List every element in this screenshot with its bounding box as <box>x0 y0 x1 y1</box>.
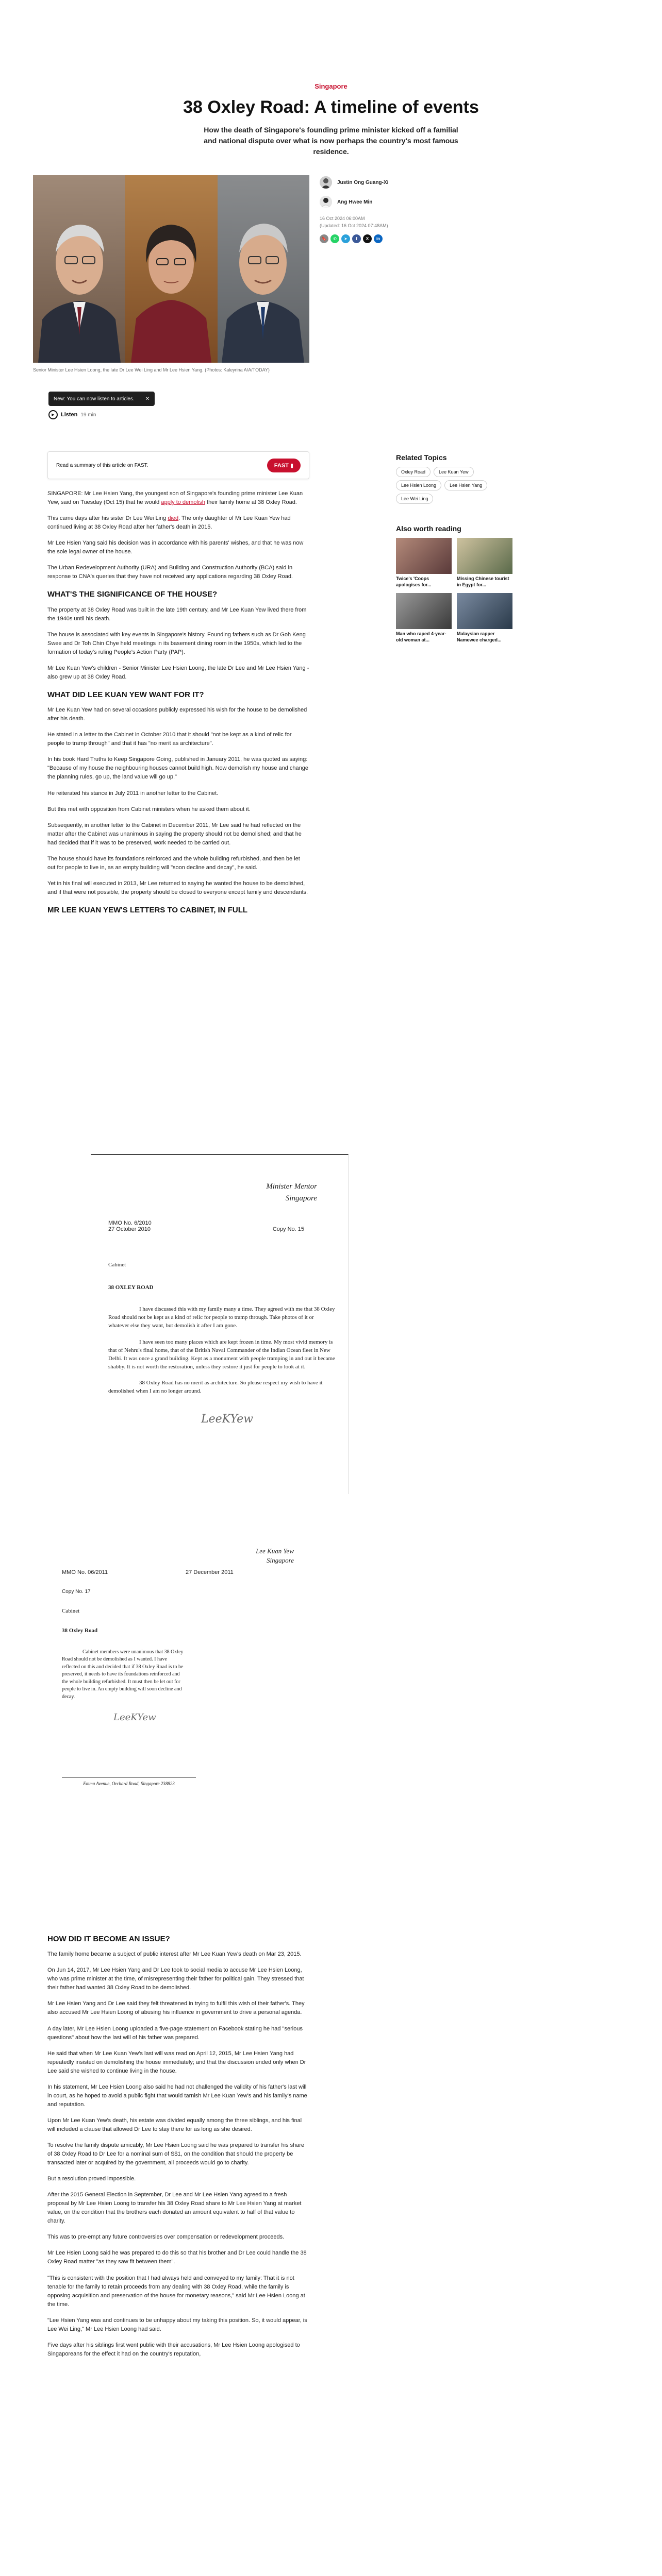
paragraph <box>47 489 309 507</box>
related-topics-title: Related Topics <box>396 453 447 462</box>
listen-toast <box>48 392 155 406</box>
hero-photo-composite <box>33 175 309 363</box>
paragraph: Mr Lee Hsien Yang and Dr Lee said they felt threatened in trying to fulfil this wish of their father's. They also accused Mr Lee Hsien Loong of abusing his influence in government to drive a personal agenda. <box>47 2001 305 2016</box>
bookmark-icon[interactable]: 🔖 <box>320 234 328 243</box>
paragraph: Five days after his siblings first went public with their accusations, Mr Lee Hsien Loong apologised to Singaporeans for the effect it had on the country's reputation, <box>47 2342 300 2357</box>
section-heading: MR LEE KUAN YEW'S LETTERS TO CABINET, IN FULL <box>47 905 248 914</box>
article-body-continued <box>47 1933 309 2366</box>
topic-pill[interactable]: Lee Wei Ling <box>396 494 433 504</box>
letter-recipient: Cabinet <box>62 1608 80 1614</box>
also-reading-item[interactable] <box>457 593 512 643</box>
also-reading-title: Also worth reading <box>396 524 461 533</box>
letter-paragraph: I have discussed this with my family many a time. They agreed with me that 38 Oxley Road should not be kept as a kind of relic for people to tramp through. Take photos of it or whatever else they want, but demolish it after I am gone. <box>108 1306 335 1329</box>
paragraph: Mr Lee Hsien Loong said he was prepared to do this so that his brother and Dr Lee could handle the 38 Oxley Road matter "as they saw fit between them". <box>47 2250 307 2265</box>
facebook-icon[interactable]: f <box>352 234 361 243</box>
topic-pill[interactable]: Lee Hsien Loong <box>396 480 441 490</box>
paragraph: On Jun 14, 2017, Mr Lee Hsien Yang and Dr Lee took to social media to accuse Mr Lee Hsien Loong, who was prime minister at the time, of misrepresenting their father for political gain. They stressed that their father had wanted 38 Oxley Road to be demolished. <box>47 1967 304 1991</box>
listen-button[interactable] <box>48 410 96 419</box>
play-icon: ▶ <box>48 410 58 419</box>
paragraph-text: SINGAPORE: Mr Lee Hsien Yang, the youngest son of Singapore's founding prime minister Lee Kuan Yew, said on Tuesday (Oct 15) that he would <box>47 490 303 506</box>
letterhead <box>91 1181 317 1204</box>
paragraph: But this met with opposition from Cabinet ministers when he asked them about it. <box>47 806 251 812</box>
paragraph: The Urban Redevelopment Authority (URA) and Building and Construction Authority (BCA) said in response to CNA's queries that they have not received any applications regarding 38 Oxley Road. <box>47 565 293 580</box>
paragraph: Upon Mr Lee Kuan Yew's death, his estate was divided equally among the three siblings, and his final will included a clause that allowed Dr Lee to stay there for as long as she desired. <box>47 2117 302 2132</box>
article-thumbnail <box>396 593 452 629</box>
letter-image-2010 <box>91 1154 349 1494</box>
paragraph: "Lee Hsien Yang was and continues to be unhappy about my taking this position. So, it would appear, is Lee Wei Ling," Mr Lee Hsien Loong had said. <box>47 2317 307 2332</box>
also-reading-title-text: Twice's 'Coops apologises for... <box>396 576 432 587</box>
share-bar <box>320 234 433 243</box>
paragraph: The house should have its foundations reinforced and the whole building refurbished, and then be let out for people to live in, as an empty building will "soon decline and decay", he said. <box>47 855 300 871</box>
paragraph: Mr Lee Hsien Yang said his decision was in accordance with his parents' wishes, and that he was now the sole legal owner of the house. <box>47 540 304 555</box>
letter-meta <box>91 1220 348 1232</box>
paragraph: Subsequently, in another letter to the Cabinet in December 2011, Mr Lee said he had reflected on the matter after the Cabinet was unanimous in saying the property should not be demolished; and that he had decided that if it was to be preserved, work needed to be carried out. <box>47 822 302 846</box>
author-name[interactable]: Ang Hwee Min <box>337 199 373 205</box>
page-title: 38 Oxley Road: A timeline of events <box>183 97 479 117</box>
paragraph: Mr Lee Kuan Yew had on several occasions publicly expressed his wish for the house to be demolished after his death. <box>47 707 307 722</box>
letter-recipient: Cabinet <box>108 1262 126 1268</box>
topic-pill[interactable]: Oxley Road <box>396 467 431 477</box>
fast-button-label: FAST <box>274 462 289 469</box>
telegram-icon[interactable]: ➤ <box>341 234 350 243</box>
paragraph: He reiterated his stance in July 2011 in another letter to the Cabinet. <box>47 790 219 796</box>
letter-copy-no: Copy No. 15 <box>272 1226 304 1232</box>
letterhead-line: Minister Mentor <box>266 1182 317 1191</box>
article-link[interactable]: apply to demolish <box>161 499 205 506</box>
article-thumbnail <box>457 538 512 574</box>
listen-label: Listen <box>61 412 78 418</box>
author-item[interactable] <box>320 176 433 189</box>
signature-image: LeeKYew <box>113 1712 156 1723</box>
also-reading-title-text: Malaysian rapper Namewee charged... <box>457 631 502 643</box>
also-reading-grid <box>396 538 516 643</box>
paragraph: A day later, Mr Lee Hsien Loong uploaded a five-page statement on Facebook stating he had "serious questions" about how the last will of his father was prepared. <box>47 2025 303 2041</box>
paragraph: In his book Hard Truths to Keep Singapore Going, published in January 2011, he was quoted as saying: "Because of my house the neighbouring houses cannot build high. Now demolish my house and change the planning rules, go up, the land value will go up." <box>47 756 308 781</box>
fast-prompt: Read a summary of this article on FAST. <box>56 462 148 468</box>
signature-image: LeeKYew <box>201 1413 253 1426</box>
topic-list <box>396 467 516 504</box>
letter-paragraph: 38 Oxley Road has no merit as architecture. So please respect my wish to have it demolished when I am no longer around. <box>108 1380 323 1395</box>
letter-body <box>62 1607 186 1724</box>
paragraph: He stated in a letter to the Cabinet in October 2010 that it should "not be kept as a kind of relic for people to tramp through" and that it has "no merit as architecture". <box>47 732 292 747</box>
published-date: 16 Oct 2024 06:00AM <box>320 216 365 221</box>
paragraph: In his statement, Mr Lee Hsien Loong also said he had not challenged the validity of his father's last will in court, as he hoped to avoid a public fight that would tarnish Mr Lee Kuan Yew's and his family's name and reputation. <box>47 2083 307 2108</box>
x-icon[interactable]: X <box>363 234 372 243</box>
author-item[interactable] <box>320 196 433 208</box>
close-icon[interactable]: ✕ <box>145 396 150 402</box>
paragraph: Mr Lee Kuan Yew's children - Senior Minister Lee Hsien Loong, the late Dr Lee and Mr Lee Hsien Yang - also grew up at 38 Oxley Road. <box>47 665 309 680</box>
paragraph: Yet in his final will executed in 2013, Mr Lee returned to saying he wanted the house to be demolished, and if that were not possible, the property should be closed to everyone except family and descendants. <box>47 880 308 895</box>
sidebar <box>396 453 516 643</box>
author-name[interactable]: Justin Ong Guang-Xi <box>337 179 389 185</box>
article-thumbnail <box>396 538 452 574</box>
letterhead-line: Lee Kuan Yew <box>256 1547 294 1555</box>
fast-button[interactable]: FAST ▮ <box>267 459 301 472</box>
letter-image-2011 <box>49 1535 309 1798</box>
paragraph: After the 2015 General Election in September, Dr Lee and Mr Lee Hsien Yang agreed to a fresh proposal by Mr Lee Hsien Loong to transfer his 38 Oxley Road share to Mr Lee Hsien Yang at market value, on the condition that the brothers each donated an amount equivalent to half of that value to charity. <box>47 2192 302 2225</box>
fast-summary-box <box>47 451 309 479</box>
also-reading-item[interactable] <box>396 593 452 643</box>
letter-copy-no: Copy No. 17 <box>62 1589 91 1595</box>
author-block <box>320 176 433 243</box>
paragraph: The family home became a subject of public interest after Mr Lee Kuan Yew's death on Mar 23, 2015. <box>47 1951 302 1958</box>
also-reading-item[interactable] <box>457 538 512 588</box>
section-tag[interactable]: Singapore <box>315 82 347 90</box>
letter-date-row <box>108 1226 304 1232</box>
letter-footer: Emma Avenue, Orchard Road, Singapore 238823 <box>62 1777 196 1786</box>
letterhead-line: Singapore <box>267 1556 294 1565</box>
section-heading: HOW DID IT BECOME AN ISSUE? <box>47 1935 170 1943</box>
paragraph: But a resolution proved impossible. <box>47 2176 136 2182</box>
also-reading-title-text: Missing Chinese tourist in Egypt for... <box>457 576 509 587</box>
paragraph: The property at 38 Oxley Road was built in the late 19th century, and Mr Lee Kuan Yew lived there from the 1940s until his death. <box>47 606 307 622</box>
paragraph: The house is associated with key events in Singapore's history. Founding fathers such as Dr Goh Keng Swee and Dr Toh Chin Chye held meetings in its basement dining room in the 1950s, which led to the formation of today's ruling People's Action Party (PAP). <box>47 631 306 655</box>
paragraph: "This is consistent with the position that I had always held and conveyed to my family: That it is not tenable for the family to retain proceeds from any dealing with 38 Oxley Road, while the family is opposing acquisition and preservation of the house for monetary reasons," said Mr Lee Hsien Loong at the time. <box>47 2275 305 2308</box>
listen-duration: 19 min <box>80 412 96 418</box>
topic-pill[interactable]: Lee Kuan Yew <box>434 467 474 477</box>
section-heading: WHAT DID LEE KUAN YEW WANT FOR IT? <box>47 690 204 699</box>
letterhead-line: Singapore <box>285 1194 317 1202</box>
updated-date: (Updated: 16 Oct 2024 07:48AM) <box>320 223 388 228</box>
section-heading: WHAT'S THE SIGNIFICANCE OF THE HOUSE? <box>47 590 218 599</box>
letter-subject: 38 OXLEY ROAD <box>108 1284 154 1291</box>
also-reading-title-text: Man who raped 4-year-old woman at... <box>396 631 446 643</box>
toast-text: New: You can now listen to articles. <box>54 396 135 402</box>
letter-date: 27 December 2011 <box>186 1569 234 1575</box>
letter-body <box>108 1261 335 1428</box>
letter-date: 27 October 2010 <box>108 1226 151 1232</box>
publish-timestamp <box>320 215 433 229</box>
hero-caption: Senior Minister Lee Hsien Loong, the late Dr Lee Wei Ling and Mr Lee Hsien Yang. (Photos: Kaleyrina A/A/TODAY) <box>33 367 270 372</box>
paragraph <box>47 514 309 532</box>
linkedin-icon[interactable]: in <box>374 234 383 243</box>
article-summary: How the death of Singapore's founding prime minister kicked off a familial and national dispute over what is now perhaps the country's most famous residence. <box>204 126 458 156</box>
letter-ref: MMO No. 06/2011 <box>62 1569 108 1575</box>
article-body <box>47 489 309 921</box>
letter-paragraph: Cabinet members were unanimous that 38 Oxley Road should not be demolished as I wanted. I have reflected on this and decided that if 38 Oxley Road is to be preserved, it needs to have its foundations reinforced and the whole building refurbished. It must then be let out for people to live in. An empty building will soon decline and decay. <box>62 1649 184 1700</box>
whatsapp-icon[interactable]: ✆ <box>330 234 339 243</box>
article-link[interactable]: died <box>168 515 179 522</box>
letter-meta <box>62 1569 186 1575</box>
paragraph: This was to pre-empt any future controversies over compensation or redevelopment proceeds. <box>47 2234 285 2241</box>
paragraph: To resolve the family dispute amicably, Mr Lee Hsien Loong said he was prepared to transfer his share of 38 Oxley Road to Dr Lee for a nominal sum of S$1, on the condition that should the property be transacted later or acquired by the government, all proceeds would go to charity. <box>47 2142 305 2166</box>
topic-pill[interactable]: Lee Hsien Yang <box>444 480 487 490</box>
letterhead <box>49 1547 294 1565</box>
letter-subject: 38 Oxley Road <box>62 1627 98 1634</box>
author-avatar <box>320 176 332 189</box>
hero-image <box>33 175 309 363</box>
paragraph-text: This came days after his sister Dr Lee Wei Ling <box>47 515 168 522</box>
article-header <box>0 82 662 157</box>
author-avatar <box>320 196 332 208</box>
letter-paragraph: I have seen too many places which are kept frozen in time. My most vivid memory is that of Nehru's final home, that of the British Naval Commander of the Indian Ocean fleet in New Delhi. It was once a grand building. Kept as a monument with people tramping in and out it became shabby. It is not worth the restoration, unless they restore it just for people to look at it. <box>108 1338 335 1370</box>
paragraph-text: . The only daughter of Mr Lee Kuan Yew had continued living at 38 Oxley Road after her father's death in 2015. <box>47 515 291 531</box>
paragraph-text: their family home at 38 Oxley Road. <box>205 499 297 506</box>
article-thumbnail <box>457 593 512 629</box>
paragraph: He said that when Mr Lee Kuan Yew's last will was read on April 12, 2015, Mr Lee Hsien Yang had repeatedly insisted on demolishing the house immediately; and that the discussion ended only when Dr Lee said she wished to continue living in the house. <box>47 2050 306 2074</box>
also-reading-item[interactable] <box>396 538 452 588</box>
letter-ref: MMO No. 6/2010 <box>108 1220 152 1226</box>
